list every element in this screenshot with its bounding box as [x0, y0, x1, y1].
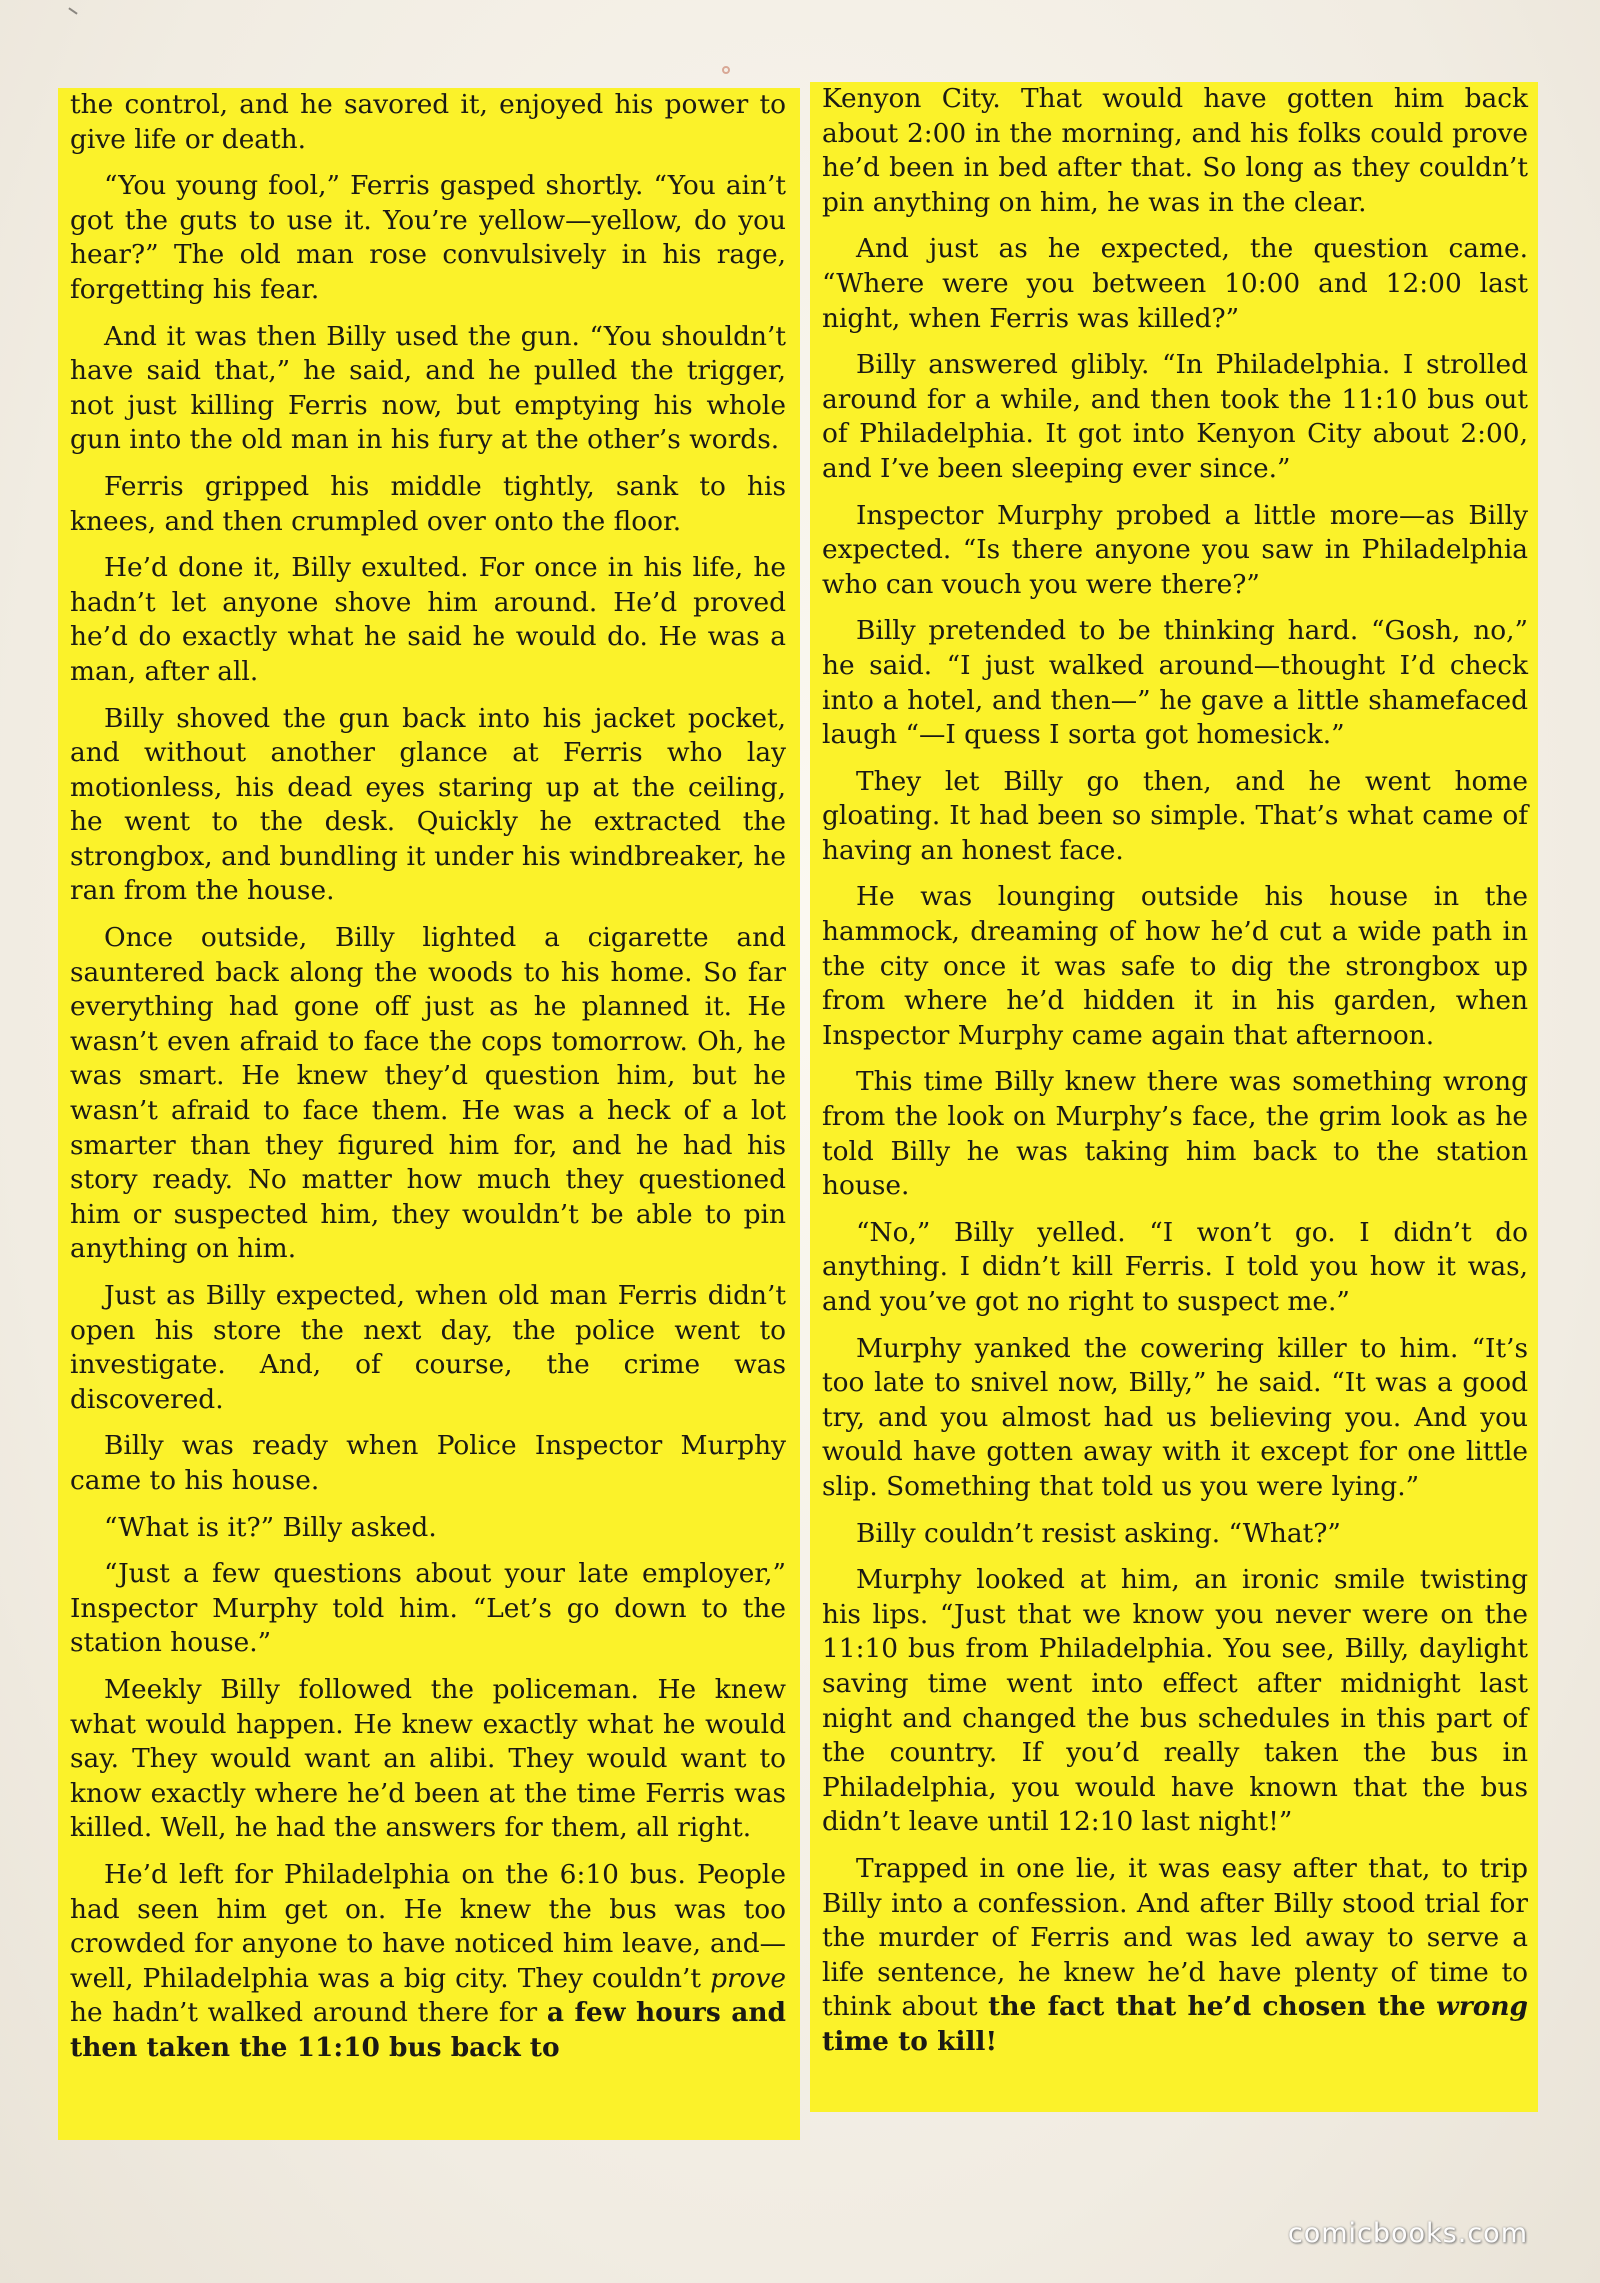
paragraph: Once outside, Billy lighted a cigarette and sauntered back along the woods to his home. So far everything had gone off just as he planned it. He wasn’t even afraid to face the cops tomorrow. Oh, he was smart. He knew they’d question him, but he wasn’t afraid to face them. He was a heck of a lot smarter than they figured him for, and he had his story ready. No matter how much they questioned him or suspected him, they wouldn’t be able to pin anything on him. [70, 922, 786, 1265]
paragraph: Billy answered glibly. “In Philadelphia. I strolled around for a while, and then took the 11:10 bus out of Philadelphia. It got into Kenyon City about 2:00, and I’ve been sleeping ever since.” [822, 349, 1528, 484]
right-text-column [810, 82, 1538, 2112]
paragraph: Billy pretended to be thinking hard. “Gosh, no,” he said. “I just walked around—thought I’d check into a hotel, and then—” he gave a little shamefaced laugh “—I quess I sorta got homesick.” [822, 615, 1528, 751]
paragraph-text: Trapped in one lie, it was easy after that, to trip Billy into a confession. And after Billy stood trial for the murder of Ferris and was led away to serve a life sentence, he knew he’d have plenty of time to think about [822, 1852, 1528, 2023]
paragraph: Inspector Murphy probed a little more—as Billy expected. “Is there anyone you saw in Philadelphia who can vouch you were there?” [822, 499, 1528, 600]
italic-word: prove [710, 1962, 786, 1994]
paragraph: Ferris gripped his middle tightly, sank to his knees, and then crumpled over onto the floor. [70, 470, 786, 537]
paragraph-text: He’d left for Philadelphia on the 6:10 bus. People had seen him get on. He knew the bus was too crowded for anyone to have noticed him leave, and—well, Philadelphia was a big city. They couldn’t [70, 1858, 786, 1994]
paragraph: the control, and he savored it, enjoyed his power to give life or death. [70, 89, 786, 155]
paragraph-last [70, 1858, 786, 2066]
paragraph: He was lounging outside his house in the hammock, dreaming of how he’d cut a wide path in the city once it was safe to dig the strongbox up from where he’d hidden it in his garden, when Inspector Murphy came again that afternoon. [822, 881, 1528, 1051]
paragraph: Billy was ready when Police Inspector Murphy came to his house. [70, 1430, 786, 1496]
paragraph: Meekly Billy followed the policeman. He knew what would happen. He knew exactly what he would say. They would want an alibi. They would want to know exactly where he’d been at the time Ferris was killed. Well, he had the answers for them, all right. [70, 1673, 786, 1844]
bold-text: the fact that he’d chosen the [988, 1991, 1426, 2023]
paragraph: And it was then Billy used the gun. “You shouldn’t have said that,” he said, and he pulled the trigger, not just killing Ferris now, but emptying his whole gun into the old man in his fury at the other’s words. [70, 320, 786, 456]
paragraph: This time Billy knew there was something wrong from the look on Murphy’s face, the grim look as he told Billy he was taking him back to the station house. [822, 1066, 1528, 1202]
italic-word: wrong [1436, 1991, 1528, 2023]
paragraph: Billy couldn’t resist asking. “What?” [856, 1517, 1341, 1549]
left-text-column [58, 88, 800, 2140]
paragraph: “No,” Billy yelled. “I won’t go. I didn’t do anything. I didn’t kill Ferris. I told you how it was, and you’ve got no right to suspect me.” [822, 1216, 1528, 1317]
paragraph-last [822, 1852, 1528, 2060]
paragraph: Billy shoved the gun back into his jacket pocket, and without another glance at Ferris who lay motionless, his dead eyes staring up at the ceiling, he went to the desk. Quickly he extracted the strongbox, and bundling it under his windbreaker, he ran from the house. [70, 702, 786, 907]
paragraph: Kenyon City. That would have gotten him back about 2:00 in the morning, and his folks could prove he’d been in bed after that. So long as they couldn’t pin anything on him, he was in the clear. [822, 83, 1528, 218]
bold-text: time to kill! [822, 2025, 998, 2057]
paragraph: Murphy looked at him, an ironic smile twisting his lips. “Just that we know you never were on the 11:10 bus from Philadelphia. You see, Billy, daylight saving time went into effect after midnight last night and changed the bus schedules in this part of the country. If you’d really taken the bus in Philadelphia, you would have known that the bus didn’t leave until 12:10 last night!” [822, 1564, 1528, 1838]
paragraph: Just as Billy expected, when old man Ferris didn’t open his store the next day, the police went to investigate. And, of course, the crime was discovered. [70, 1280, 786, 1415]
bold-text: a few hours and then taken the 11:10 bus back to [70, 1997, 786, 2063]
paragraph: He’d done it, Billy exulted. For once in his life, he hadn’t let anyone shove him around. He’d proved he’d do exactly what he said he would do. He was a man, after all. [70, 552, 786, 687]
paragraph: “Just a few questions about your late employer,” Inspector Murphy told him. “Let’s go down to the station house.” [70, 1558, 786, 1659]
paragraph: Murphy yanked the cowering killer to him. “It’s too late to snivel now, Billy,” he said. “It was a good try, and you almost had us believing you. And you would have gotten away with it except for one little slip. Something that told us you were lying.” [822, 1332, 1528, 1502]
paragraph: “You young fool,” Ferris gasped shortly. “You ain’t got the guts to use it. You’re yellow—yellow, do you hear?” The old man rose convulsively in his rage, forgetting his fear. [70, 170, 786, 305]
paragraph: They let Billy go then, and he went home gloating. It had been so simple. That’s what came of having an honest face. [822, 765, 1528, 866]
paper-speck [722, 66, 730, 74]
paragraph-text: he hadn’t walked around there for [70, 1997, 547, 2029]
paragraph: “What is it?” Billy asked. [104, 1511, 437, 1543]
site-watermark: comicbooks.com [1287, 2218, 1528, 2249]
paragraph: And just as he expected, the question came. “Where were you between 10:00 and 12:00 last night, when Ferris was killed?” [822, 233, 1528, 334]
